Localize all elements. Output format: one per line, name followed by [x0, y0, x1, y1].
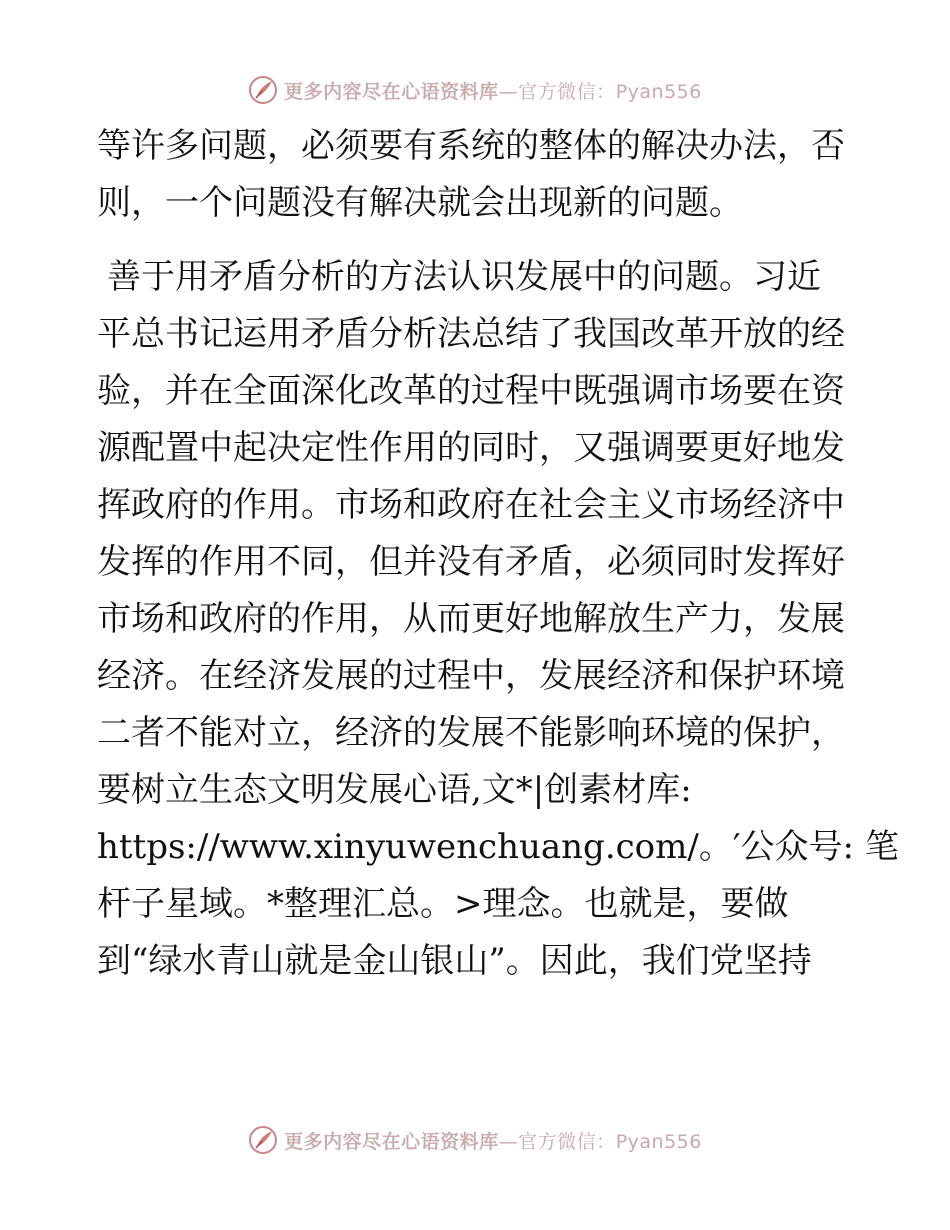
text-line: 杆子星域。*整理汇总。>理念。也就是，要做 [97, 884, 789, 924]
paragraph-spacer [97, 232, 857, 249]
header-wechat-label: 官方微信： [518, 80, 616, 103]
text-line: 二者不能对立，经济的发展不能影响环境的保护， [97, 713, 845, 753]
footer-brand-name: 更多内容尽在心语资料库 [284, 1130, 499, 1153]
header-dash: — [498, 80, 519, 103]
feather-quill-logo-icon [248, 75, 278, 105]
feather-quill-logo-icon [248, 1125, 278, 1155]
text-line: 要树立生态文明发展心语,文*|创素材库: [97, 770, 692, 810]
text-line: 挥政府的作用。市场和政府在社会主义市场经济中 [97, 485, 845, 525]
document-body [97, 118, 899, 990]
header-brand-name: 更多内容尽在心语资料库 [284, 80, 499, 103]
text-line: 源配置中起决定性作用的同时，又强调要更好地发 [97, 428, 845, 468]
page-header [0, 70, 950, 110]
footer-dash: — [498, 1130, 519, 1153]
paragraph-1 [97, 118, 857, 232]
paragraph-2 [97, 249, 899, 990]
text-line-url: https://www.xinyuwenchuang.com/。′公众号: 笔 [97, 827, 899, 867]
footer-wechat-id: Pyan556 [615, 1130, 702, 1153]
header-brand-text [284, 77, 702, 104]
text-line: 发挥的作用不同，但并没有矛盾，必须同时发挥好 [97, 542, 845, 582]
text-line: 则，一个问题没有解决就会出现新的问题。 [97, 183, 743, 223]
footer-brand-text [284, 1127, 702, 1154]
text-line: 经济。在经济发展的过程中，发展经济和保护环境 [97, 656, 845, 696]
text-line: 到“绿水青山就是金山银山”。因此，我们党坚持 [97, 941, 812, 981]
header-wechat-id: Pyan556 [615, 80, 702, 103]
text-line: 平总书记运用矛盾分析法总结了我国改革开放的经 [97, 314, 845, 354]
footer-wechat-label: 官方微信： [518, 1130, 616, 1153]
text-line: 等许多问题，必须要有系统的整体的解决办法，否 [97, 126, 845, 166]
text-line: 善于用矛盾分析的方法认识发展中的问题。习近 [107, 257, 821, 297]
page-footer [0, 1120, 950, 1160]
text-line: 验，并在全面深化改革的过程中既强调市场要在资 [97, 371, 845, 411]
text-line: 市场和政府的作用，从而更好地解放生产力，发展 [97, 599, 845, 639]
